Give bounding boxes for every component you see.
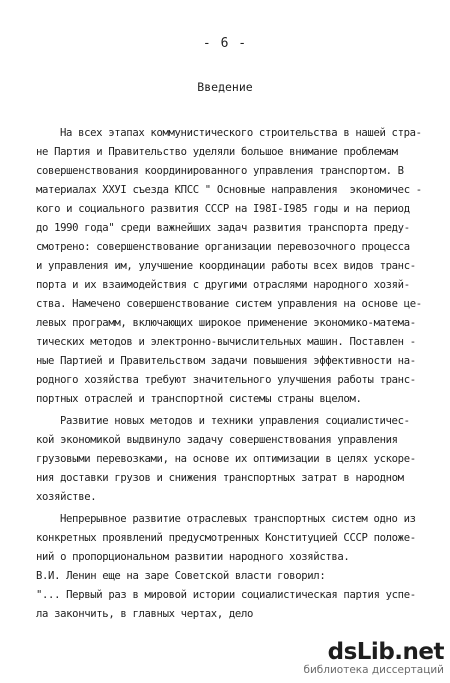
text-line: "... Первый раз в мировой истории социалистическая партия успе- <box>36 589 416 601</box>
text-line: тических методов и электронно-вычислительных машин. Поставлен - <box>36 336 416 348</box>
text-line: конкретных проявлений предусмотренных Конституцией СССР положе- <box>36 532 416 544</box>
watermark-logo-text: dsLib.net <box>327 639 444 665</box>
text-line: хозяйстве. <box>36 491 97 503</box>
text-line: материалах XXУI съезда КПСС " Основные направления экономичес - <box>36 184 422 196</box>
text-line: смотрено: совершенствование организации перевозочного процесса <box>36 241 410 253</box>
text-line: ла закончить, в главных чертах, дело <box>36 608 254 620</box>
text-line: ства. Намечено совершенствование систем управления на основе це- <box>36 298 422 310</box>
text-line: В.И. Ленин еще на заре Советской власти говорил: <box>36 570 326 582</box>
text-line: На всех этапах коммунистического строительства в нашей стра- <box>60 127 422 139</box>
text-line: Непрерывное развитие отраслевых транспортных систем одно из <box>60 513 416 525</box>
text-line: Развитие новых методов и техники управления социалистичес- <box>60 415 410 427</box>
watermark-caption: библиотека диссертаций <box>303 664 444 676</box>
text-line: кого и социального развития СССР на I98I-I985 годы и на период <box>36 203 410 215</box>
text-line: до 1990 года" среди важнейших задач развития транспорта преду- <box>36 222 410 234</box>
text-line: родного хозяйства требуют значительного улучшения работы транс- <box>36 374 416 386</box>
text-line: левых программ, включающих широкое применение экономико-матема- <box>36 317 416 329</box>
watermark-logo[interactable] <box>303 640 444 664</box>
text-line: совершенствования координированного управления транспортом. В <box>36 165 404 177</box>
text-line: грузовыми перевозками, на основе их оптимизации в целях ускоре- <box>36 453 416 465</box>
text-line: не Партия и Правительство уделяли большое внимание проблемам <box>36 146 398 158</box>
text-line: ний о пропорциональном развитии народного хозяйства. <box>36 551 350 563</box>
text-line: ния доставки грузов и снижения транспортных затрат в народном <box>36 472 404 484</box>
text-line: порта и их взаимодействия с другими отраслями народного хозяй- <box>36 279 410 291</box>
text-line: и управления им, улучшение координации работы всех видов транс- <box>36 260 416 272</box>
watermark <box>303 640 444 677</box>
text-line: портных отраслей и транспортной системы страны вцелом. <box>36 393 362 405</box>
section-heading: Введение <box>197 80 253 94</box>
text-line: кой экономикой выдвинуло задачу совершенствования управления <box>36 434 398 446</box>
page-number: - 6 - <box>202 36 248 51</box>
text-line: ные Партией и Правительством задачи повышения эффективности на- <box>36 355 416 367</box>
